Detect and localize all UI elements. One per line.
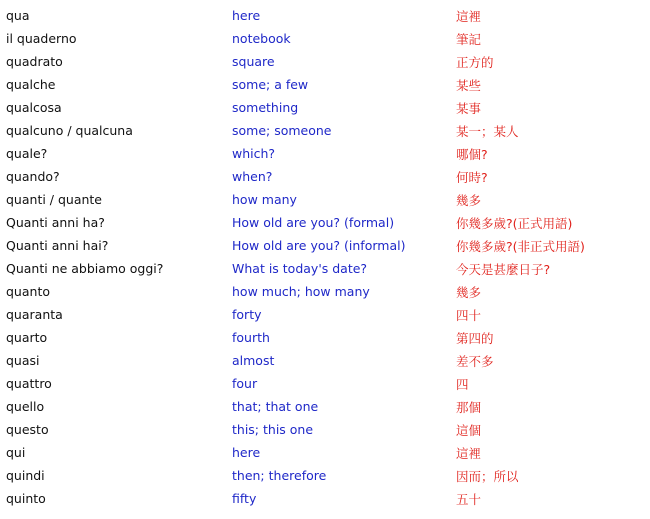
- chinese-translation: 你幾多歲?(非正式用語): [456, 238, 585, 254]
- english-translation: What is today's date?: [232, 261, 368, 276]
- italian-term: quando?: [6, 169, 60, 184]
- table-row: [6, 280, 646, 303]
- english-translation: here: [232, 8, 261, 23]
- english-translation: that; that one: [232, 399, 319, 414]
- italian-term: qui: [6, 445, 26, 460]
- italian-term: quaranta: [6, 307, 63, 322]
- english-translation: square: [232, 54, 275, 69]
- chinese-translation: 第四的: [456, 330, 494, 346]
- chinese-translation: 四十: [456, 307, 482, 323]
- english-translation: almost: [232, 353, 275, 368]
- italian-term: qualche: [6, 77, 56, 92]
- chinese-translation: 五十: [456, 491, 482, 507]
- chinese-translation: 幾多: [456, 284, 482, 300]
- table-row: [6, 142, 646, 165]
- table-row: [6, 326, 646, 349]
- table-row: [6, 119, 646, 142]
- italian-term: quinto: [6, 491, 46, 506]
- italian-term: qua: [6, 8, 30, 23]
- table-row: [6, 418, 646, 441]
- chinese-translation: 因而；所以: [456, 468, 519, 484]
- english-translation: how many: [232, 192, 297, 207]
- chinese-translation: 那個: [456, 399, 482, 415]
- chinese-translation: 四: [456, 376, 469, 392]
- chinese-translation: 某事: [456, 100, 482, 116]
- table-row: [6, 349, 646, 372]
- chinese-translation: 某一；某人: [456, 123, 519, 139]
- table-row: [6, 464, 646, 487]
- italian-term: quasi: [6, 353, 40, 368]
- table-row: [6, 441, 646, 464]
- table-row: [6, 50, 646, 73]
- english-translation: this; this one: [232, 422, 314, 437]
- italian-term: questo: [6, 422, 49, 437]
- chinese-translation: 這裡: [456, 445, 482, 461]
- english-translation: some; someone: [232, 123, 332, 138]
- chinese-translation: 這裡: [456, 8, 482, 24]
- table-row: [6, 211, 646, 234]
- english-translation: something: [232, 100, 299, 115]
- chinese-translation: 幾多: [456, 192, 482, 208]
- english-translation: which?: [232, 146, 276, 161]
- vocabulary-table-body: [6, 4, 646, 510]
- table-row: [6, 257, 646, 280]
- english-translation: How old are you? (informal): [232, 238, 406, 253]
- chinese-translation: 正方的: [456, 54, 494, 70]
- chinese-translation: 何時?: [456, 169, 488, 185]
- english-translation: then; therefore: [232, 468, 327, 483]
- chinese-translation: 筆記: [456, 31, 482, 47]
- table-row: [6, 27, 646, 50]
- english-translation: how much; how many: [232, 284, 370, 299]
- vocabulary-table: [6, 4, 646, 510]
- italian-term: quadrato: [6, 54, 63, 69]
- table-row: [6, 96, 646, 119]
- italian-term: Quanti ne abbiamo oggi?: [6, 261, 164, 276]
- italian-term: il quaderno: [6, 31, 77, 46]
- table-row: [6, 395, 646, 418]
- english-translation: when?: [232, 169, 273, 184]
- italian-term: quindi: [6, 468, 45, 483]
- chinese-translation: 差不多: [456, 353, 494, 369]
- italian-term: Quanti anni hai?: [6, 238, 109, 253]
- table-row: [6, 188, 646, 211]
- english-translation: forty: [232, 307, 262, 322]
- italian-term: quello: [6, 399, 45, 414]
- chinese-translation: 今天是甚麼日子?: [456, 261, 551, 277]
- table-row: [6, 372, 646, 395]
- table-row: [6, 4, 646, 27]
- italian-term: quale?: [6, 146, 48, 161]
- chinese-translation: 哪個?: [456, 146, 488, 162]
- italian-term: Quanti anni ha?: [6, 215, 105, 230]
- italian-term: quarto: [6, 330, 48, 345]
- english-translation: here: [232, 445, 261, 460]
- italian-term: quattro: [6, 376, 52, 391]
- english-translation: some; a few: [232, 77, 309, 92]
- table-row: [6, 165, 646, 188]
- chinese-translation: 你幾多歲?(正式用語): [456, 215, 573, 231]
- table-row: [6, 487, 646, 510]
- italian-term: quanti / quante: [6, 192, 103, 207]
- chinese-translation: 某些: [456, 77, 482, 93]
- english-translation: fourth: [232, 330, 270, 345]
- english-translation: four: [232, 376, 258, 391]
- english-translation: fifty: [232, 491, 257, 506]
- table-row: [6, 303, 646, 326]
- chinese-translation: 這個: [456, 422, 482, 438]
- english-translation: notebook: [232, 31, 291, 46]
- table-row: [6, 73, 646, 96]
- italian-term: qualcuno / qualcuna: [6, 123, 133, 138]
- english-translation: How old are you? (formal): [232, 215, 395, 230]
- italian-term: qualcosa: [6, 100, 62, 115]
- italian-term: quanto: [6, 284, 50, 299]
- table-row: [6, 234, 646, 257]
